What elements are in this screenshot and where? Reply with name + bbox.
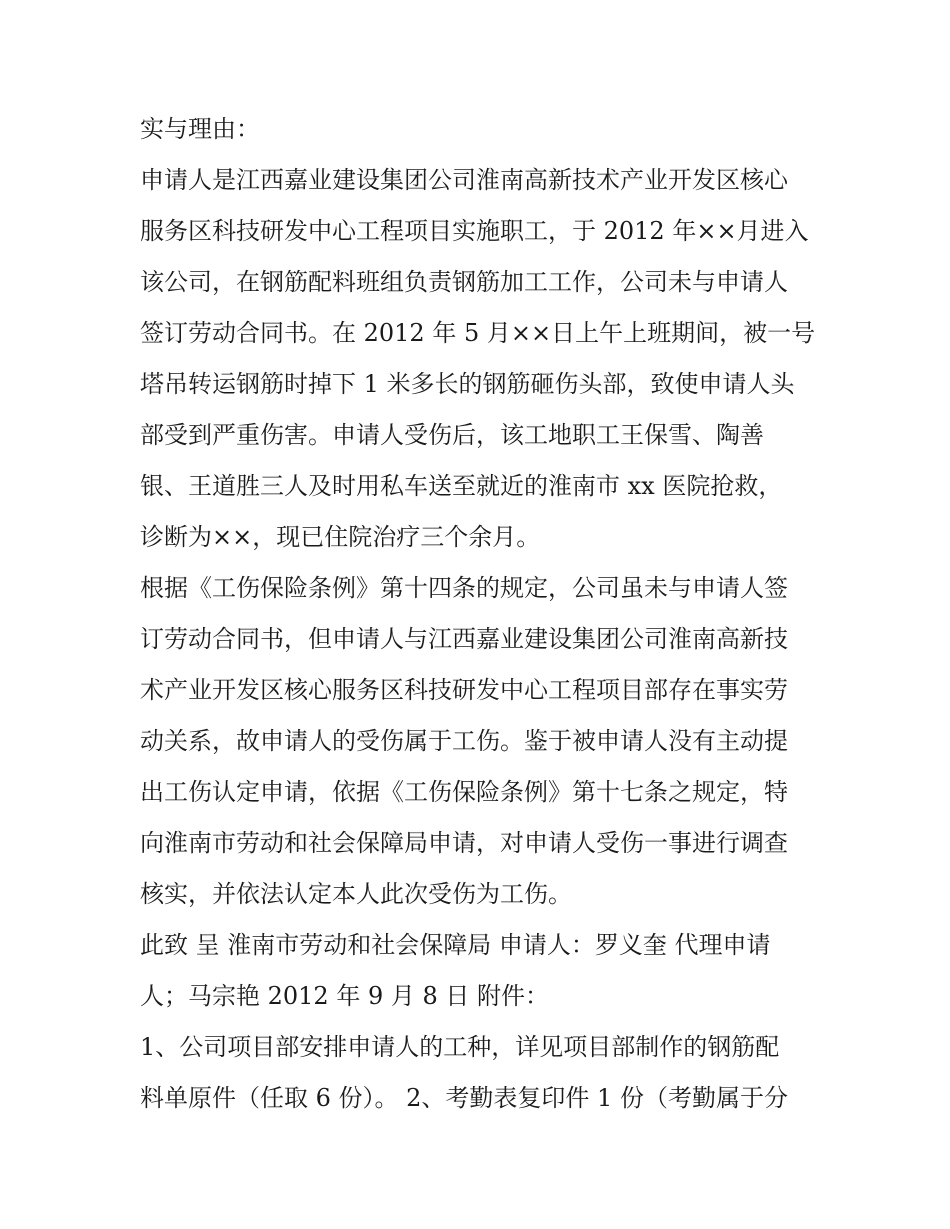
text-line: 向淮南市劳动和社会保障局申请，对申请人受伤一事进行调查 [140, 829, 788, 857]
text-line: 人；马宗艳 2012 年 9 月 8 日 附件： [140, 982, 550, 1010]
text-line: 术产业开发区核心服务区科技研发中心工程项目部存在事实劳 [140, 676, 788, 704]
text-line: 此致 呈 淮南市劳动和社会保障局 申请人：罗义奎 代理申请 [140, 931, 771, 959]
text-line: 该公司，在钢筋配料班组负责钢筋加工工作，公司未与申请人 [140, 268, 788, 296]
text-line: 诊断为××，现已住院治疗三个余月。 [140, 523, 541, 551]
text-line: 核实，并依法认定本人此次受伤为工伤。 [140, 880, 572, 908]
text-line: 实与理由： [140, 115, 260, 143]
text-line: 申请人是江西嘉业建设集团公司淮南高新技术产业开发区核心 [140, 166, 788, 194]
text-line: 塔吊转运钢筋时掉下 1 米多长的钢筋砸伤头部，致使申请人头 [140, 370, 795, 398]
text-line: 银、王道胜三人及时用私车送至就近的淮南市 xx 医院抢救， [140, 472, 783, 500]
text-line: 料单原件（任取 6 份）。 2、考勤表复印件 1 份（考勤属于分 [140, 1084, 788, 1112]
text-line: 1、公司项目部安排申请人的工种，详见项目部制作的钢筋配 [140, 1033, 780, 1061]
text-line: 订劳动合同书，但申请人与江西嘉业建设集团公司淮南高新技 [140, 625, 788, 653]
text-line: 服务区科技研发中心工程项目实施职工，于 2012 年××月进入 [140, 217, 809, 245]
text-line: 根据《工伤保险条例》第十四条的规定，公司虽未与申请人签 [140, 574, 788, 602]
document-body [140, 104, 820, 1124]
text-line: 出工伤认定申请，依据《工伤保险条例》第十七条之规定，特 [140, 778, 788, 806]
text-line: 动关系，故申请人的受伤属于工伤。鉴于被申请人没有主动提 [140, 727, 788, 755]
text-line: 签订劳动合同书。在 2012 年 5 月××日上午上班期间，被一号 [140, 319, 816, 347]
text-line: 部受到严重伤害。申请人受伤后，该工地职工王保雪、陶善 [140, 421, 764, 449]
